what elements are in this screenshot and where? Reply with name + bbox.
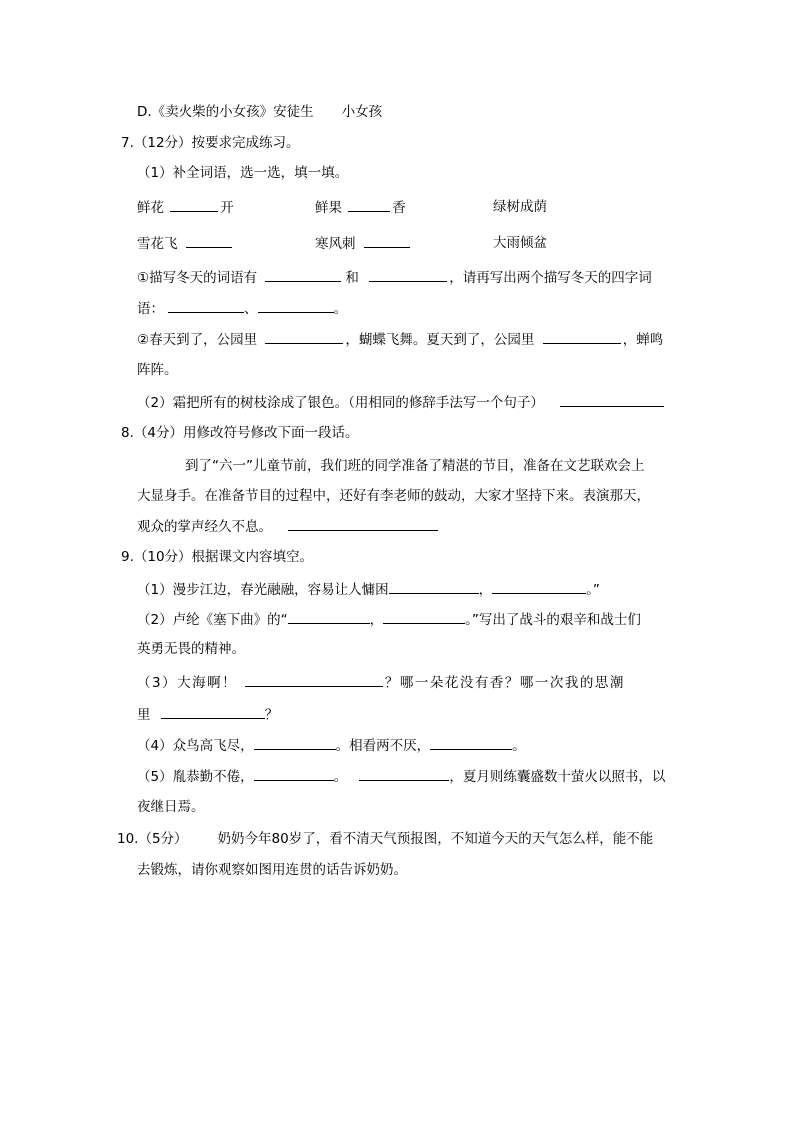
q7-sub2-line2: 阵阵。	[137, 362, 178, 378]
q9-p4: （4）众鸟高飞尽， 。相看两不厌， 。	[137, 735, 526, 756]
q9-p5-line2: 夜继日焉。	[137, 799, 205, 815]
q7-sub1-line1: ①描写冬天的词语有 和 ，请再写出两个描写冬天的四字词	[137, 267, 652, 288]
blank[interactable]	[168, 298, 244, 313]
blank[interactable]	[170, 197, 218, 212]
q7-part2: （2）霜把所有的树枝涂成了银色。（用相同的修辞手法写一个句子）	[137, 392, 664, 413]
blank[interactable]	[543, 329, 621, 344]
blank[interactable]	[254, 735, 336, 750]
q7-word-6: 大雨倾盆	[493, 235, 547, 251]
q6-option-d	[137, 102, 382, 122]
q9-p3-line1: （3）大海啊！ ？哪一朵花没有香？哪一次我的思潮	[137, 672, 625, 693]
q8-header: 8.（4分）用修改符号修改下面一段话。	[121, 425, 359, 441]
blank[interactable]	[186, 233, 232, 248]
q7-word-1: 鲜花 开	[137, 197, 234, 218]
q9-p1: （1）漫步江边，春光融融，容易让人慵困 ， 。”	[137, 579, 600, 600]
q9-p2-line2: 英勇无畏的精神。	[137, 641, 245, 657]
q7-sub2-line1: ②春天到了，公园里 ，蝴蝶飞舞。夏天到了，公园里 ，蝉鸣	[137, 329, 663, 350]
q9-header: 9.（10分）根据课文内容填空。	[121, 549, 314, 565]
blank[interactable]	[288, 516, 438, 531]
q9-p2-line1: （2）卢纶《塞下曲》的“ ， 。”写出了战斗的艰辛和战士们	[137, 609, 641, 630]
q9-p5-line1: （5）胤恭勤不倦， 。 ，夏月则练囊盛数十萤火以照书，以	[137, 766, 665, 787]
blank[interactable]	[430, 735, 512, 750]
blank[interactable]	[161, 704, 265, 719]
blank[interactable]	[348, 197, 390, 212]
blank[interactable]	[245, 672, 383, 687]
q7-word-2: 鲜果 香	[315, 197, 406, 218]
blank[interactable]	[258, 298, 334, 313]
q10-line-2: 去锻炼，请你观察如图用连贯的话告诉奶奶。	[137, 862, 407, 878]
q7-header: 7.（12分）按要求完成练习。	[121, 135, 300, 151]
q9-p3-line2: 里 ？	[137, 704, 278, 725]
blank[interactable]	[389, 579, 479, 594]
blank[interactable]	[359, 766, 449, 781]
q8-line-2: 大显身手。在准备节目的过程中，还好有李老师的鼓动，大家才坚持下来。表演那天，	[137, 488, 650, 504]
blank[interactable]	[560, 392, 664, 407]
q8-line-3: 观众的掌声经久不息。	[137, 516, 438, 537]
blank[interactable]	[288, 609, 370, 624]
q10-line-1: 10.（5分） 奶奶今年80岁了，看不清天气预报图，不知道今天的天气怎么样，能不能	[117, 831, 654, 847]
q7-word-3: 绿树成荫	[493, 199, 547, 215]
blank[interactable]	[492, 579, 586, 594]
blank[interactable]	[254, 766, 334, 781]
blank[interactable]	[265, 267, 341, 282]
q7-part1: （1）补全词语，选一选，填一填。	[137, 165, 349, 181]
q7-word-4: 雪花飞	[137, 233, 232, 254]
q6-option-d-answer: 小女孩	[341, 104, 383, 120]
q7-sub1-line2: 语： 、 。	[137, 298, 347, 319]
blank[interactable]	[369, 267, 447, 282]
blank[interactable]	[265, 329, 343, 344]
q6-option-d-text: D.《卖火柴的小女孩》安徒生	[137, 104, 314, 120]
q8-line-1: 到了“六一”儿童节前，我们班的同学准备了精湛的节目，准备在文艺联欢会上	[185, 458, 645, 474]
blank[interactable]	[383, 609, 465, 624]
q7-word-5: 寒风刺	[315, 233, 410, 254]
blank[interactable]	[364, 233, 410, 248]
